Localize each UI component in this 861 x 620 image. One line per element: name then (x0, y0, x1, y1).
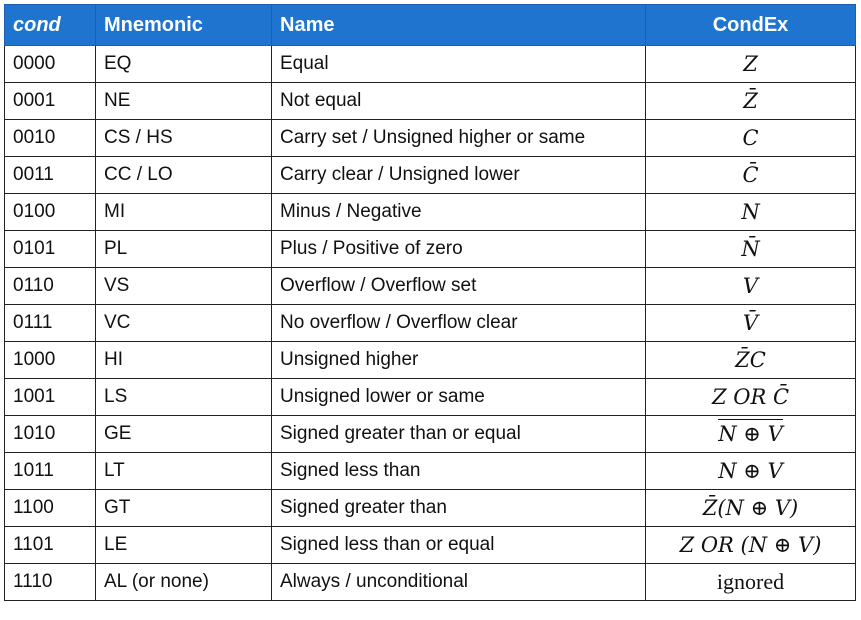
table-row (5, 379, 856, 416)
mnemonic-cell: EQ (96, 46, 272, 83)
condex-cell: V (646, 268, 856, 305)
condex-cell: Z OR (N ⊕ V) (646, 527, 856, 564)
cond-cell: 0000 (5, 46, 96, 83)
condex-cell: Z̄ (646, 83, 856, 120)
table-row (5, 342, 856, 379)
condex-cell: C̄ (646, 157, 856, 194)
table-row (5, 120, 856, 157)
condex-cell: N̄ (646, 231, 856, 268)
name-cell: Signed greater than or equal (272, 416, 646, 453)
cond-cell: 0110 (5, 268, 96, 305)
condex-overlined-expr: N ⊕ V (718, 419, 783, 446)
name-cell: Signed less than (272, 453, 646, 490)
table-row (5, 564, 856, 601)
condex-cell: C (646, 120, 856, 157)
name-cell: Carry clear / Unsigned lower (272, 157, 646, 194)
name-cell: Plus / Positive of zero (272, 231, 646, 268)
mnemonic-cell: AL (or none) (96, 564, 272, 601)
cond-cell: 0111 (5, 305, 96, 342)
condition-codes-table-wrapper (4, 4, 856, 601)
table-row (5, 490, 856, 527)
cond-cell: 0011 (5, 157, 96, 194)
mnemonic-cell: MI (96, 194, 272, 231)
mnemonic-cell: VS (96, 268, 272, 305)
cond-cell: 1110 (5, 564, 96, 601)
condex-cell: Z OR C̄ (646, 379, 856, 416)
name-cell: Overflow / Overflow set (272, 268, 646, 305)
header-condex: CondEx (646, 5, 856, 46)
condex-cell: Z (646, 46, 856, 83)
name-cell: Always / unconditional (272, 564, 646, 601)
name-cell: Signed less than or equal (272, 527, 646, 564)
table-row (5, 194, 856, 231)
mnemonic-cell: HI (96, 342, 272, 379)
cond-cell: 0101 (5, 231, 96, 268)
mnemonic-cell: VC (96, 305, 272, 342)
table-row (5, 527, 856, 564)
mnemonic-cell: CC / LO (96, 157, 272, 194)
header-cond: cond (5, 5, 96, 46)
cond-cell: 0010 (5, 120, 96, 157)
name-cell: Not equal (272, 83, 646, 120)
condition-codes-table (4, 4, 856, 601)
header-name: Name (272, 5, 646, 46)
condex-cell: N ⊕ V (646, 453, 856, 490)
table-row (5, 305, 856, 342)
mnemonic-cell: NE (96, 83, 272, 120)
header-row (5, 5, 856, 46)
condex-cell: N (646, 194, 856, 231)
table-row (5, 453, 856, 490)
condex-cell (646, 416, 856, 453)
table-row (5, 46, 856, 83)
table-row (5, 83, 856, 120)
cond-cell: 0001 (5, 83, 96, 120)
mnemonic-cell: CS / HS (96, 120, 272, 157)
table-row (5, 157, 856, 194)
mnemonic-cell: GT (96, 490, 272, 527)
condex-cell: Z̄(N ⊕ V) (646, 490, 856, 527)
name-cell: Unsigned higher (272, 342, 646, 379)
mnemonic-cell: GE (96, 416, 272, 453)
table-row (5, 268, 856, 305)
condex-cell: Z̄C (646, 342, 856, 379)
cond-cell: 1101 (5, 527, 96, 564)
table-row (5, 231, 856, 268)
table-row (5, 416, 856, 453)
cond-cell: 1010 (5, 416, 96, 453)
header-mnemonic: Mnemonic (96, 5, 272, 46)
name-cell: Signed greater than (272, 490, 646, 527)
cond-cell: 1000 (5, 342, 96, 379)
name-cell: No overflow / Overflow clear (272, 305, 646, 342)
cond-cell: 0100 (5, 194, 96, 231)
condex-cell: V̄ (646, 305, 856, 342)
mnemonic-cell: LE (96, 527, 272, 564)
cond-cell: 1011 (5, 453, 96, 490)
mnemonic-cell: LT (96, 453, 272, 490)
name-cell: Minus / Negative (272, 194, 646, 231)
condex-cell: ignored (646, 564, 856, 601)
name-cell: Equal (272, 46, 646, 83)
cond-cell: 1001 (5, 379, 96, 416)
cond-cell: 1100 (5, 490, 96, 527)
name-cell: Carry set / Unsigned higher or same (272, 120, 646, 157)
mnemonic-cell: PL (96, 231, 272, 268)
name-cell: Unsigned lower or same (272, 379, 646, 416)
mnemonic-cell: LS (96, 379, 272, 416)
